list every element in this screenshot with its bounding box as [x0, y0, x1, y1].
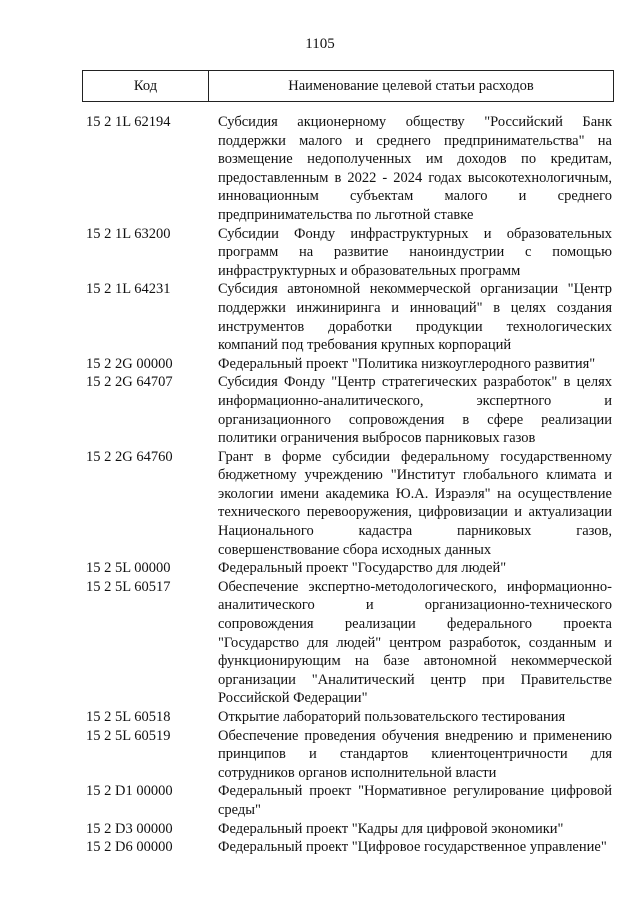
table-row — [86, 113, 616, 225]
table-row — [86, 578, 616, 708]
row-name: Субсидия Фонду "Центр стратегических разработок" в целях информационно-аналитического, экспертного и организационного сопровождения в сфере реализации политики ограничения выбросов парниковых газов — [218, 374, 612, 447]
row-code: 15 2 1L 64231 — [86, 281, 171, 298]
header-code: Код — [83, 71, 209, 101]
row-name: Федеральный проект "Кадры для цифровой экономики" — [218, 820, 564, 837]
row-name: Открытие лабораторий пользовательского тестирования — [218, 709, 566, 725]
table-row — [86, 838, 616, 857]
table-row — [86, 708, 616, 727]
row-code: 15 2 D1 00000 — [86, 783, 173, 800]
table-row — [86, 355, 616, 374]
row-name: Субсидия автономной некоммерческой организации "Центр поддержки инжиниринга и инноваций" в целях создания инструментов доработки продукции технологических компаний под требования крупных корпораций — [218, 281, 612, 354]
row-name: Федеральный проект "Политика низкоуглеродного развития" — [218, 355, 596, 372]
row-code: 15 2 D3 00000 — [86, 820, 173, 837]
row-code: 15 2 5L 60518 — [86, 709, 171, 725]
row-code: 15 2 5L 60519 — [86, 727, 171, 744]
row-code: 15 2 5L 00000 — [86, 560, 171, 577]
row-name: Субсидии Фонду инфраструктурных и образовательных программ на развитие наноиндустрии с помощью инфраструктурных и образовательных программ — [218, 225, 612, 279]
page-number: 1105 — [305, 36, 335, 52]
row-name: Обеспечение проведения обучения внедрению и применению принципов и стандартов клиентоцентричности для сотрудников органов исполнительной власти — [218, 727, 612, 781]
row-code: 15 2 1L 62194 — [86, 114, 171, 130]
table-row — [86, 782, 616, 819]
table-row — [86, 559, 616, 578]
row-name: Федеральный проект "Цифровое государственное управление" — [218, 839, 607, 856]
row-name: Обеспечение экспертно-методологического, информационно-аналитического и организационно-технического сопровождения реализации федерального проекта "Государство для людей" центром разработок, созданным и функционирующим на базе автономной некоммерческой организации "Аналитический центр при Правительстве Российской Федерации" — [218, 578, 612, 707]
row-name: Федеральный проект "Нормативное регулирование цифровой среды" — [218, 783, 612, 818]
row-code: 15 2 2G 00000 — [86, 355, 173, 372]
table-row — [86, 820, 616, 839]
table-header — [82, 70, 614, 102]
table-row — [86, 225, 616, 281]
table-row — [86, 727, 616, 783]
table-row — [86, 448, 616, 560]
row-code: 15 2 1L 63200 — [86, 225, 171, 242]
table-body — [86, 113, 616, 857]
header-name: Наименование целевой статьи расходов — [288, 77, 534, 94]
table-row — [86, 280, 616, 354]
row-name: Субсидия акционерному обществу "Российский Банк поддержки малого и среднего предпринимательства" на возмещение недополученных им доходов по кредитам, предоставленным в 2022 - 2024 годах высокотехнологичным, инновационным субъектам малого и среднего предпринимательства по льготной ставке — [218, 114, 612, 223]
table-row — [86, 373, 616, 447]
row-code: 15 2 2G 64760 — [86, 448, 173, 465]
row-code: 15 2 5L 60517 — [86, 578, 171, 595]
row-name: Грант в форме субсидии федеральному государственному бюджетному учреждению "Институт глобального климата и экологии имени академика Ю.А. Израэля" на осуществление технического перевооружения, цифровизации и актуализации Национального кадастра парниковых газов, совершенствование сбора исходных данных — [218, 448, 612, 558]
row-code: 15 2 D6 00000 — [86, 839, 173, 856]
row-name: Федеральный проект "Государство для людей" — [218, 560, 507, 577]
row-code: 15 2 2G 64707 — [86, 374, 173, 391]
